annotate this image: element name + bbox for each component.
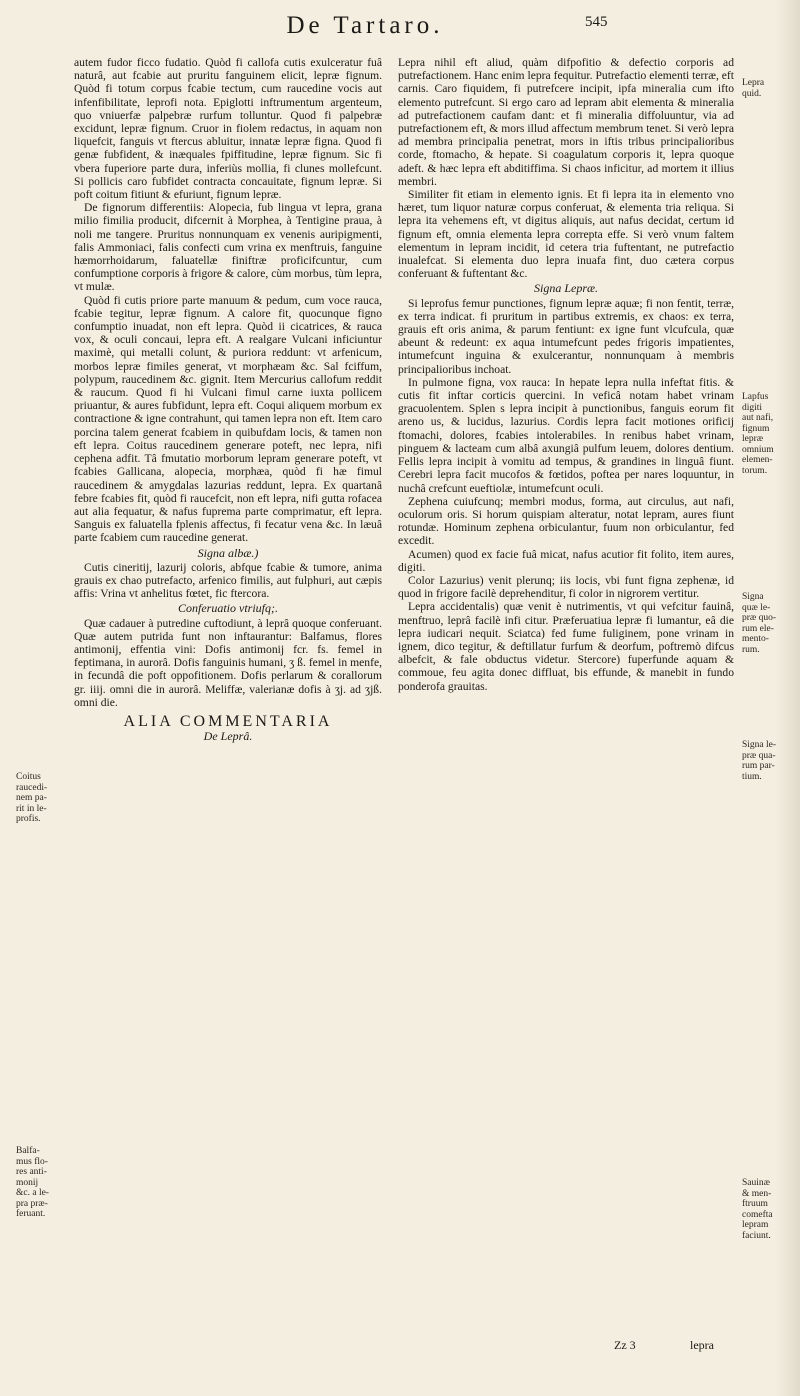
margin-line: quid.: [742, 88, 762, 99]
paragraph: Acumen) quod ex facie fuâ micat, nafus acutior fit folito, item aures, digiti.: [398, 547, 734, 574]
margin-line: aut nafi,: [742, 413, 774, 423]
paragraph: De fignorum differentiis: Alopecia, fub lingua vt lepra, grana milio fimilia producit, difcernit à Morphea, à Tentigine praua, à noli me tangere. Pruritus nonnunquam ex venenis auripigmenti, falis Ammoniaci, falis confecti cum vrina ex menftruis, fanguine hæmorrhoidarum, faluatellæ finiftræ proficifcuntur, cum confumptione corporis à frigore & calore, cùm morbus, tùm lepra, vt mulæ.: [74, 201, 382, 294]
margin-line: Coitus: [16, 772, 41, 782]
margin-line: monij: [16, 1177, 39, 1188]
margin-line: omnium: [742, 444, 774, 455]
paragraph: Si leprofus femur punctiones, fignum lepræ aquæ; fi non fentit, terræ, ex terra indicat. fi pruritum in partibus extremis, ex chaos: ex terra, grauis eft oris anima, & parum fentiunt: ex igne funt vlcufcula, quæ abeunt & redeunt: ex aqua intumefcunt pedes frigoris impatientes, intumefcunt inguina & exulcerantur, nonnunquam à membris principalioribus inchoat.: [398, 296, 734, 376]
margin-line: res anti-: [16, 1167, 47, 1177]
margin-line: mus flo-: [16, 1156, 48, 1167]
margin-line: digiti: [742, 402, 763, 413]
subheading: Signa albæ.): [197, 545, 259, 560]
margin-line: Balfa-: [16, 1146, 40, 1156]
paragraph: Lepra nihil eft aliud, quàm difpofitio & defectio corporis ad putrefactionem. Hanc enim lepra fequitur. Putrefactio elementi terræ, eft carnis. Caro fiquidem, fi putrefcere incipit, ipfa mineralia cum ifto elemento putrefcunt. Si ergo caro ad lepram abit elementa & mineralia ad putrefactionem caufam dant: et fi mineralia diffoluuntur, via ad putrefactionem eft, & mors illud affectum membrum tenet. Si verò lepra ad membra principalia penetrat, mors in iftis tribus principalioribus corde, ftomacho, & hepate. Si coagulatum corporis it, lepra quoque adeft. & hæc lepra eft abditiffima. Si chaos inficitur, ad mortem it illius membri.: [398, 56, 734, 188]
subheading: Conferuatio vtriufq;.: [178, 601, 278, 616]
paragraph: Cutis cineritij, lazurij coloris, abfque fcabie & tumore, anima grauis ex chao putrefacto, arfenico fimilis, aut fulphuri, aut cæpis affis: Vrina vt anhelitus fœtet, fic ftercora.: [74, 560, 382, 601]
margin-line: torum.: [742, 465, 768, 476]
margin-line: &c. a le-: [16, 1188, 49, 1198]
margin-line: mento-: [742, 634, 769, 644]
margin-line: rum par-: [742, 761, 775, 771]
paragraph: Color Lazurius) venit plerunq; iis locis, vbi funt figna zephenæ, id quod in frigore facilè deprehenditur, fi color in nigrorem vertitur.: [398, 573, 734, 601]
margin-line: feruant.: [16, 1209, 46, 1219]
margin-line: pra præ-: [16, 1198, 48, 1209]
running-head: De Tartaro.: [286, 12, 444, 39]
catchword: lepra: [690, 1338, 714, 1352]
margin-line: rum ele-: [742, 623, 774, 634]
paragraph: Zephena cuiufcunq; membri modus, forma, aut circulus, aut nafi, oculorum oris. Si horum quispiam alteratur, notat lepram, aures fiunt rotundæ. Hominum zephena orbiculantur, fuum non orbiculantur, fed excedit.: [398, 494, 734, 548]
signature-mark: Zz 3: [614, 1338, 636, 1352]
margin-line: Lepra: [742, 78, 765, 88]
page-number: 545: [585, 14, 608, 30]
right-column: [398, 56, 734, 693]
subheading: Signa Lepræ.: [533, 281, 598, 296]
left-column: [74, 56, 382, 744]
margin-line: faciunt.: [742, 1230, 771, 1241]
section-heading: ALIA COMMENTARIA: [123, 712, 333, 730]
paragraph: In pulmone figna, vox rauca: In hepate lepra nulla infeftat fitis. & cutis fit inftar corticis quercini. In veficâ notam habet vrinam gracuolentem. Splen s lepra incipit à punctionibus, fanguis eorum fit areno us, & lucidus, lazurius. Cordis lepra facit motiones orificij ftomachi, dolores, fcabies intolerabiles. In renibus habet vrinam, pinguem & lacteam cum albâ axungiâ pulfum leuem, dolores dentium. Fellis lepra incipit à vomitu ad tempus, & grandines in linguâ fiunt. Cerebri lepra facit mucofos & fœtidos, poftea per nares loquuntur, in nuchâ crefcunt eueftiolæ, intumefcunt oculi.: [398, 375, 734, 495]
subheading: De Leprâ.: [203, 729, 253, 744]
margin-line: Sauinæ: [742, 1178, 770, 1188]
margin-line: quæ le-: [742, 602, 771, 613]
margin-note-balfamus: [16, 1146, 64, 1220]
margin-line: & men-: [742, 1188, 772, 1199]
paragraph: Similiter fit etiam in elemento ignis. Et fi lepra ita in elemento vno hæret, tum liquor naturæ corpus conferuat, & elementa tria reliqua. Si lepra ita vehemens eft, vt digitus aliquis, aut nafus decidat, certum id fignum eft, omnia elementa lepra correpta effe. Si verò vnum faltem elementum in lepram incidit, id cetera tria fuftentant, ne putrefactio inualefcat. Si elementa duo lepra inuafa fint, duo cætera corpus conferuant & fuftentant &c.: [398, 188, 734, 281]
margin-line: rit in le-: [16, 803, 47, 814]
margin-line: fignum: [742, 423, 770, 434]
margin-line: lepræ: [742, 434, 764, 444]
margin-line: lepram: [742, 1220, 769, 1230]
paragraph: Quæ cadauer à putredine cuftodiunt, à leprâ quoque conferuant. Quæ autem putrida funt non inftaurantur: Balfamus, flores antimonij, effentia vini: Dofis antimonij fcr. fs. femel in feptimana, in aurorâ. Dofis fanguinis humani, ʒ ß. femel in menfe, in fecundâ die poft oppofitionem. Dofis perlarum & corallorum gr. iiij. omni die in aurorâ. Meliffæ, valerianæ dofis à ʒj. ad ʒjß. omni die.: [74, 616, 382, 709]
page-edge-shadow: [776, 0, 800, 1396]
margin-line: raucedi-: [16, 782, 48, 793]
margin-line: tium.: [742, 771, 762, 782]
margin-line: Lapfus: [742, 392, 769, 402]
margin-line: ftruum: [742, 1199, 768, 1209]
paragraph: Lepra accidentalis) quæ venit è nutrimentis, vt qui vefcitur fauinâ, menftruo, leprâ facilè infi citur. Præferuatiua lepræ fi lumantur, eâ die lepra iudicari nequit. Sciatca) fed fume fuliginem, pone vrinam in ignem, dico tegitur, & deftillatur furfum & deorfum, poftremò difcus albefcit, & fale obductus videtur. Stercore) fuperfunde aquam & commoue, feu agita donec diffluat, bis effunde, & manebit in fundo ponderofa grauitas.: [398, 600, 734, 693]
paragraph: autem fudor ficco fudatio. Quòd fi callofa cutis exulceratur fuâ naturâ, aut fcabie aut pruritu fanguinem elicit, lepræ fignum. Quòd fi totum corpus fcabie tectum, cum raucedine vocis aut infenfibilitate, leprofi nota. Epiglotti inftrumentum argenteum, quo vniuerfæ palpebræ rurfum tolluntur. Quod fi palpebræ excidunt, lepræ fignum. Cruor in fiolem redactus, in aquam non liquefcit, fanguis vt ftercus abluitur, innatæ lepræ figna. Quod fi genæ fubfident, & inæquales fpiffitudine, lepræ fignum. Sic fi vbera fuperiore parte dura, inferiùs mollia, fi clunes mollefcunt. Si pollicis caro fubfidet contracta concauitate, fignum lepræ. Si poft coitum fitiunt & efuriunt, fignum lepræ.: [74, 56, 382, 202]
margin-line: rum.: [742, 644, 760, 655]
margin-line: comefta: [742, 1209, 773, 1220]
margin-note-coitus: [16, 772, 64, 825]
margin-line: præ quo-: [742, 613, 777, 623]
paragraph: Quòd fi cutis priore parte manuum & pedum, cum voce rauca, fcabie tegitur, lepræ fignum. A calore fit, quocunque figno confumptio inuadat, non eft lepra. Quòd ii cicatrices, & rauca vox, & oculi concaui, lepra eft. A realgare Vulcani inficiuntur maximè, qui metalli colunt, & puriora reddunt: vt arfenicum, morbos lepræ fimiles generat, vt morphæam &c. Sal fciffum, polypum, raucedinem &c. gignit. Item Mercurius callofum reddit & raucum. Quod fi hi Vulcani fimul carne iuxta pollicem priuantur, & aures fubfidunt, lepra eft. Coqui aliquem morbum ex contractione & igne contrahunt, qui tamen lepra non eft. Item caro porcina talem generat fcabiem in quibufdam locis, & tamen non eft lepra. Coitus raucedinem generare poteft, nec lepra, nifi cephena adfit. Tâ fmutatio morborum lepram generare poteft, vt fcabies Gallicana, alopecia, morphæa, quòd fi hæ fimul raucedinem & amygdalas lazurias reddunt, lepra. Ex quartanâ febre fcabies fit, quòd fi raucefcit, non eft lepra, nifi gutta rofacea aut alia fequatur, & nafus fuprema parte comprimatur, eft lepra. Sanguis ex faluatella fplenis affectus, fi fecatur vena &c. In læuâ parte fcabiem cum raucedine generat.: [74, 293, 382, 545]
margin-line: præ qua-: [742, 750, 776, 761]
margin-line: Signa le-: [742, 740, 777, 750]
margin-line: elemen-: [742, 455, 773, 465]
margin-line: nem pa-: [16, 793, 47, 803]
margin-line: Signa: [742, 592, 764, 602]
page-header: [0, 8, 800, 48]
margin-line: profis.: [16, 814, 41, 824]
